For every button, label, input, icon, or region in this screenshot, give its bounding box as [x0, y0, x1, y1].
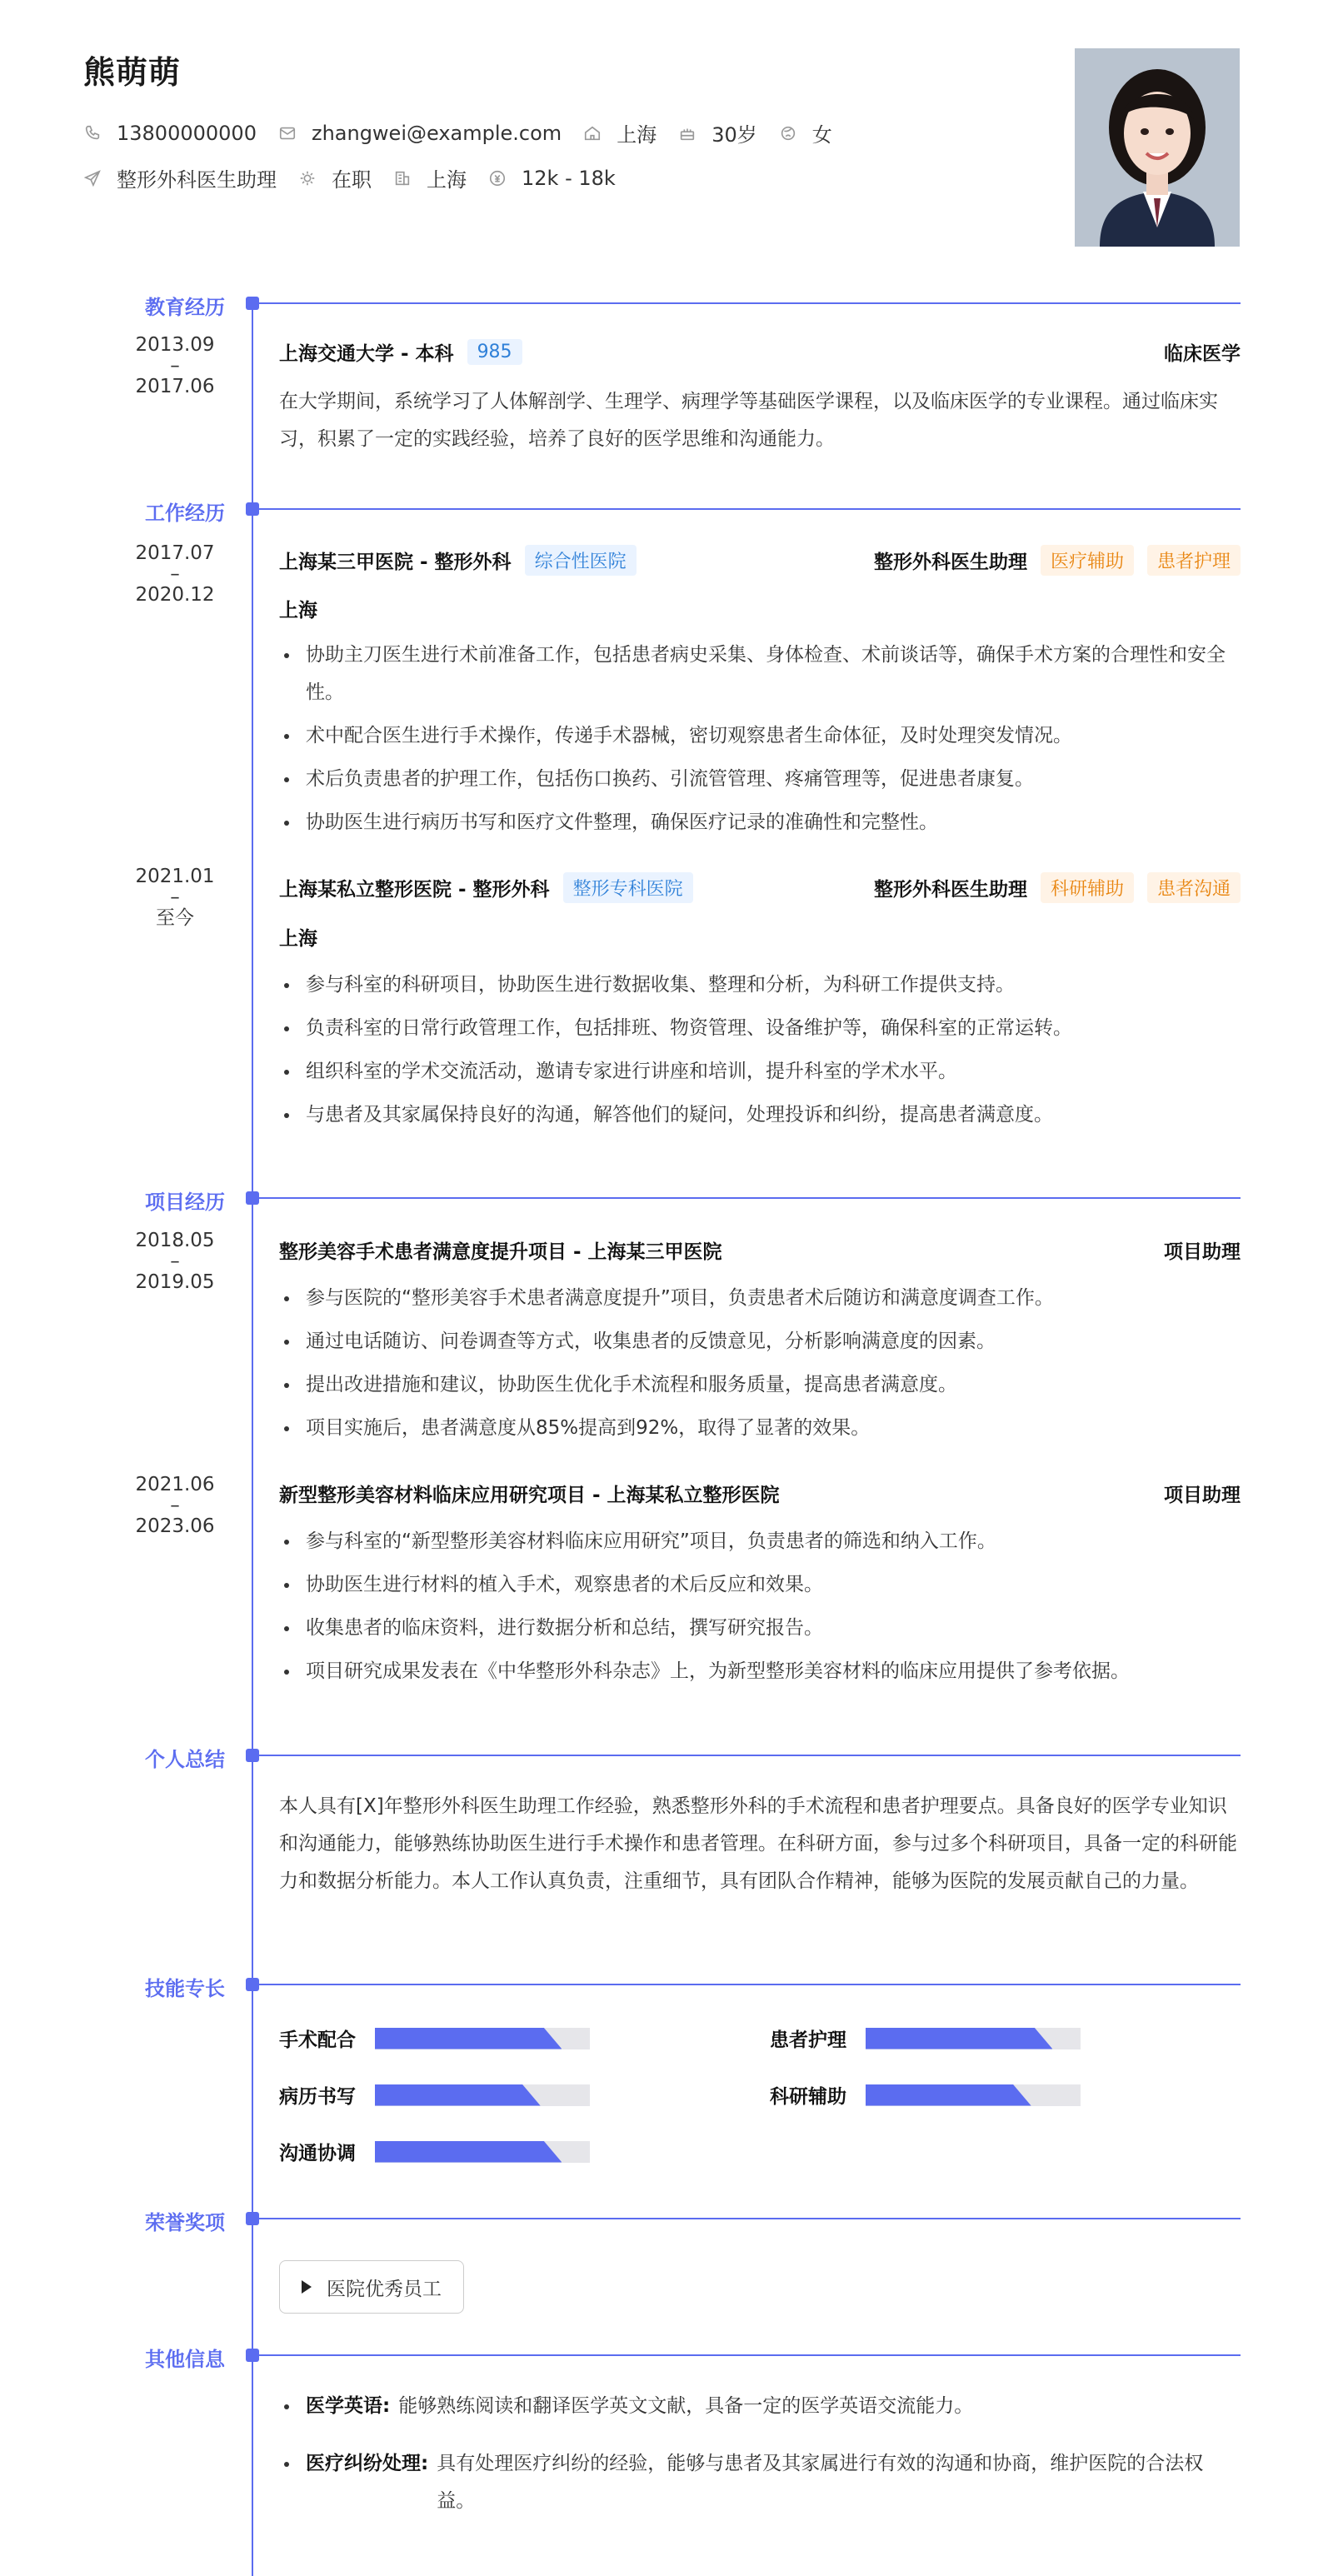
portrait-icon — [1075, 48, 1240, 247]
skill-item — [770, 2024, 1081, 2052]
skill-tag: 患者沟通 — [1147, 872, 1241, 903]
list-item: 与患者及其家属保持良好的沟通，解答他们的疑问，处理投诉和纠纷，提高患者满意度。 — [279, 1096, 1241, 1134]
section-marker — [246, 1191, 259, 1205]
list-item: 协助主刀医生进行术前准备工作，包括患者病史采集、身体检查、术前谈话等，确保手术方案的合理性和安全性。 — [279, 637, 1241, 711]
age-text: 30岁 — [711, 123, 757, 147]
skill-bar-fill — [375, 2141, 562, 2163]
project-header — [279, 1480, 1241, 1507]
section-title-projects: 项目经历 — [145, 1191, 225, 1214]
list-item: 负责科室的日常行政管理工作，包括排班、物资管理、设备维护等，确保科室的正常运转。 — [279, 1010, 1241, 1047]
triangle-icon — [302, 2280, 312, 2294]
skill-item — [279, 2081, 590, 2109]
work-header — [279, 872, 1241, 903]
list-item: 术中配合医生进行手术操作，传递手术器械，密切观察患者生命体征，及时处理突发情况。 — [279, 717, 1241, 755]
section-title-other: 其他信息 — [145, 2348, 225, 2371]
work-location: 上海 — [279, 600, 317, 622]
timeline-spine — [252, 297, 253, 2576]
status-text: 在职 — [332, 168, 372, 192]
date-sep: – — [170, 1494, 180, 1516]
section-title-honors: 荣誉奖项 — [145, 2211, 225, 2234]
section-marker — [246, 297, 259, 310]
phone-icon — [83, 124, 102, 142]
target-city-item — [393, 163, 467, 192]
age-icon — [678, 124, 696, 142]
section-divider — [259, 2218, 1241, 2219]
work-bullets — [279, 966, 1241, 1140]
work-date — [125, 543, 225, 605]
job-role: 整形外科医生助理 — [873, 552, 1027, 573]
email-item — [278, 122, 562, 145]
building-icon — [393, 169, 412, 187]
skill-item — [279, 2138, 590, 2165]
contact-row — [83, 118, 854, 147]
company-tag: 整形专科医院 — [563, 872, 693, 903]
list-item: 项目研究成果发表在《中华整形外科杂志》上，为新型整形美容材料的临床应用提供了参考依据。 — [279, 1653, 1241, 1690]
company-name: 上海某私立整形医院 - 整形外科 — [279, 879, 550, 901]
skill-item — [770, 2081, 1081, 2109]
date-sep: – — [170, 562, 180, 585]
section-marker — [246, 1749, 259, 1762]
project-bullets — [279, 1523, 1241, 1696]
skill-bar — [375, 2084, 590, 2106]
email-text: zhangwei@example.com — [311, 121, 562, 145]
list-item: 协助医生进行病历书写和医疗文件整理，确保医疗记录的准确性和完整性。 — [279, 804, 1241, 841]
list-item: 收集患者的临床资料，进行数据分析和总结，撰写研究报告。 — [279, 1610, 1241, 1647]
other-value: 具有处理医疗纠纷的经验，能够与患者及其家属进行有效的沟通和协商，维护医院的合法权益。 — [437, 2453, 1204, 2512]
project-header — [279, 1236, 1241, 1264]
education-date — [125, 335, 225, 397]
gender-item — [779, 118, 832, 147]
work-header — [279, 545, 1241, 576]
skill-name: 手术配合 — [279, 2029, 356, 2051]
school-tag: 985 — [467, 339, 522, 365]
section-marker — [246, 2212, 259, 2225]
skill-bar-fill — [375, 2028, 562, 2049]
date-sep: – — [170, 886, 180, 908]
phone-text: 13800000000 — [117, 121, 257, 145]
city-item — [583, 118, 657, 147]
avatar-photo — [1075, 48, 1240, 247]
date-end: 2020.12 — [135, 583, 215, 606]
list-item: 项目实施后，患者满意度从85%提高到92%，取得了显著的效果。 — [279, 1410, 1241, 1447]
skill-bar — [375, 2141, 590, 2163]
work-date — [125, 866, 225, 928]
date-end: 至今 — [156, 906, 194, 929]
skill-bar-fill — [375, 2084, 541, 2106]
project-role: 项目助理 — [1164, 1485, 1241, 1506]
section-divider — [259, 1984, 1241, 1985]
date-start: 2013.09 — [135, 334, 215, 356]
date-end: 2019.05 — [135, 1271, 215, 1293]
skill-tag: 科研辅助 — [1041, 872, 1134, 903]
education-desc: 在大学期间，系统学习了人体解剖学、生理学、病理学等基础医学课程，以及临床医学的专业课程。通过临床实习，积累了一定的实践经验，培养了良好的医学思维和沟通能力。 — [279, 391, 1218, 450]
skill-bar — [866, 2084, 1081, 2106]
gender-icon — [779, 124, 797, 142]
job-target-text: 整形外科医生助理 — [117, 168, 277, 192]
section-divider — [259, 508, 1241, 510]
section-title-education: 教育经历 — [145, 296, 225, 319]
city-text: 上海 — [617, 123, 657, 147]
section-title-skills: 技能专长 — [145, 1977, 225, 2000]
salary-item — [488, 167, 616, 190]
salary-icon — [488, 169, 507, 187]
skill-bar — [375, 2028, 590, 2049]
list-item: 术后负责患者的护理工作，包括伤口换药、引流管管理、疼痛管理等，促进患者康复。 — [279, 761, 1241, 798]
date-sep: – — [170, 1250, 180, 1272]
project-date — [125, 1231, 225, 1292]
salary-text: 12k - 18k — [522, 166, 616, 190]
age-item — [678, 118, 757, 147]
list-item: 参与医院的“整形美容手术患者满意度提升”项目，负责患者术后随访和满意度调查工作。 — [279, 1280, 1241, 1317]
section-marker — [246, 1978, 259, 1991]
intent-row — [83, 163, 637, 192]
list-item: 参与科室的科研项目，协助医生进行数据收集、整理和分析，为科研工作提供支持。 — [279, 966, 1241, 1004]
list-item — [279, 2445, 1241, 2520]
other-key: 医学英语: — [306, 2395, 391, 2417]
honor-item — [279, 2260, 464, 2314]
skill-item — [279, 2024, 590, 2052]
summary-text: 本人具有[X]年整形外科医生助理工作经验，熟悉整形外科的手术流程和患者护理要点。具备良好的医学专业知识和沟通能力，能够熟练协助医生进行手术操作和患者管理。在科研方面，参与过多个科研项目，具备一定的科研能力和数据分析能力。本人工作认真负责，注重细节，具有团队合作精神，能够为医院的发展贡献自己的力量。 — [279, 1795, 1237, 1892]
gender-text: 女 — [811, 123, 832, 147]
project-date — [125, 1475, 225, 1536]
honor-text: 医院优秀员工 — [327, 2278, 442, 2300]
phone-item — [83, 122, 257, 145]
job-target-item — [83, 163, 277, 192]
section-title-summary: 个人总结 — [145, 1748, 225, 1771]
status-icon — [298, 169, 317, 187]
skill-bar — [866, 2028, 1081, 2049]
candidate-name: 熊萌萌 — [83, 54, 182, 91]
section-title-work: 工作经历 — [145, 502, 225, 525]
skill-tag: 患者护理 — [1147, 545, 1241, 576]
project-title: 整形美容手术患者满意度提升项目 - 上海某三甲医院 — [279, 1241, 722, 1263]
job-role: 整形外科医生助理 — [873, 879, 1027, 901]
mail-icon — [278, 124, 297, 142]
project-role: 项目助理 — [1164, 1241, 1241, 1263]
section-divider — [259, 1755, 1241, 1756]
company-name: 上海某三甲医院 - 整形外科 — [279, 552, 512, 573]
skill-name: 科研辅助 — [770, 2086, 846, 2108]
date-start: 2021.06 — [135, 1474, 215, 1495]
project-bullets — [279, 1280, 1241, 1453]
date-sep: – — [170, 354, 180, 377]
company-tag: 综合性医院 — [525, 545, 637, 576]
skill-name: 病历书写 — [279, 2086, 356, 2108]
section-marker — [246, 502, 259, 516]
project-title: 新型整形美容材料临床应用研究项目 - 上海某私立整形医院 — [279, 1485, 780, 1506]
work-location: 上海 — [279, 928, 317, 950]
date-end: 2017.06 — [135, 375, 215, 397]
date-end: 2023.06 — [135, 1515, 215, 1537]
section-marker — [246, 2349, 259, 2362]
date-start: 2017.07 — [135, 542, 215, 564]
target-city-text: 上海 — [427, 168, 467, 192]
education-header — [279, 338, 1241, 366]
list-item: 参与科室的“新型整形美容材料临床应用研究”项目，负责患者的筛选和纳入工作。 — [279, 1523, 1241, 1560]
skill-name: 患者护理 — [770, 2029, 846, 2051]
other-value: 能够熟练阅读和翻译医学英文文献，具备一定的医学英语交流能力。 — [398, 2395, 974, 2417]
skill-bar-fill — [866, 2028, 1052, 2049]
list-item: 协助医生进行材料的植入手术，观察患者的术后反应和效果。 — [279, 1566, 1241, 1604]
list-item: 通过电话随访、问卷调查等方式，收集患者的反馈意见，分析影响满意度的因素。 — [279, 1323, 1241, 1360]
other-info-list — [279, 2388, 1241, 2540]
send-icon — [83, 169, 102, 187]
work-bullets — [279, 637, 1241, 847]
other-key: 医疗纠纷处理: — [306, 2453, 429, 2474]
list-item — [279, 2388, 1241, 2425]
list-item: 组织科室的学术交流活动，邀请专家进行讲座和培训，提升科室的学术水平。 — [279, 1053, 1241, 1091]
school-name: 上海交通大学 - 本科 — [279, 343, 454, 365]
date-start: 2018.05 — [135, 1230, 215, 1251]
major: 临床医学 — [1164, 343, 1241, 365]
skill-tag: 医疗辅助 — [1041, 545, 1134, 576]
list-item: 提出改进措施和建议，协助医生优化手术流程和服务质量，提高患者满意度。 — [279, 1366, 1241, 1404]
section-divider — [259, 1197, 1241, 1199]
section-divider — [259, 302, 1241, 304]
skill-bar-fill — [866, 2084, 1031, 2106]
home-icon — [583, 124, 602, 142]
status-item — [298, 163, 372, 192]
section-divider — [259, 2354, 1241, 2356]
skill-name: 沟通协调 — [279, 2143, 356, 2164]
date-start: 2021.01 — [135, 866, 215, 887]
